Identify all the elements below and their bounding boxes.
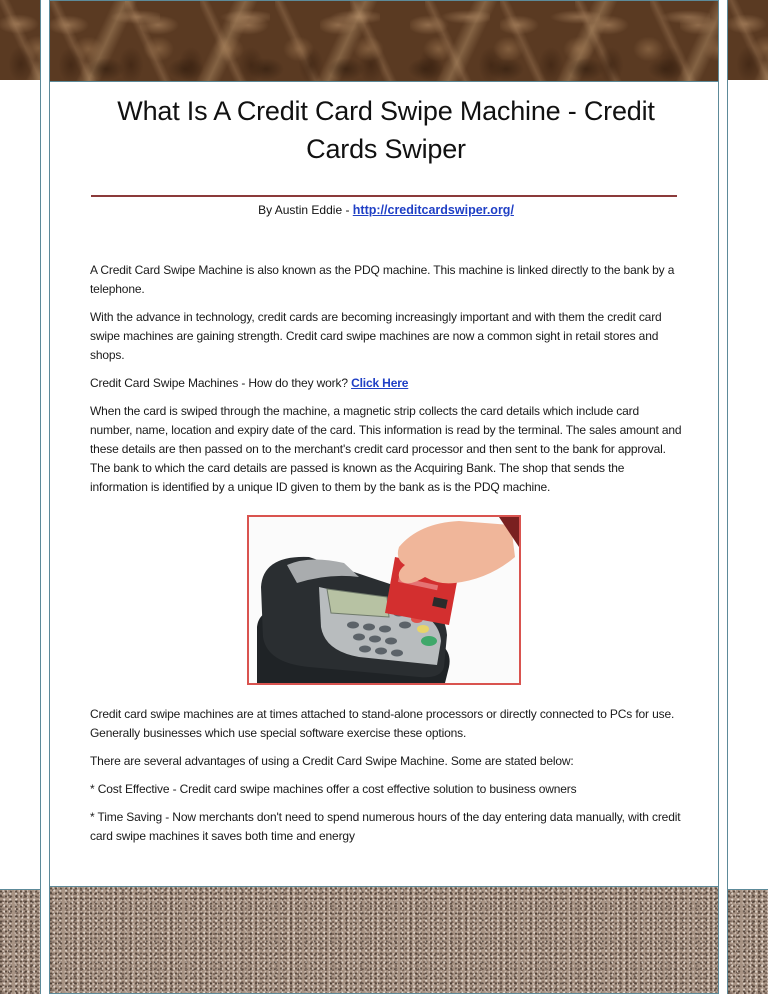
click-here-link[interactable]: Click Here <box>351 376 409 390</box>
right-granite-band <box>728 889 768 994</box>
footer-granite-band <box>50 886 718 993</box>
card-swipe-machine-illustration <box>249 517 519 683</box>
bullet-time-saving: * Time Saving - Now merchants don't need to spend numerous hours of the day entering data manually, with credit card swipe machines it saves both time and energy <box>90 810 681 843</box>
paragraph-technology: With the advance in technology, credit cards are becoming increasingly important and with them the credit card swipe machines are gaining strength. Credit card swipe machines are now a common sight in retail stores and shops. <box>90 310 662 362</box>
how-they-work-line <box>90 374 682 393</box>
paragraph-processors: Credit card swipe machines are at times attached to stand-alone processors or directly connected to PCs for use. Generally businesses which use special software exercise these options. <box>90 707 675 740</box>
left-marble-band <box>0 0 40 80</box>
paragraph-intro: A Credit Card Swipe Machine is also known as the PDQ machine. This machine is linked directly to the bank by a telephone. <box>90 263 675 296</box>
title-divider <box>91 195 677 197</box>
left-white-area <box>0 80 40 890</box>
paragraph-how-it-works: When the card is swiped through the machine, a magnetic strip collects the card details which include card number, name, location and expiry date of the card. This information is read by the terminal. The sales amount and these details are then passed on to the merchant's credit card processor and then sent to the bank for approval. The bank to which the card details are passed is known as the Acquiring Bank. The shop that sends the information is identified by a unique ID given to them by the bank as is the PDQ machine. <box>90 404 682 494</box>
document-body <box>90 92 682 846</box>
right-white-area <box>728 80 768 890</box>
header-marble-band <box>50 1 718 82</box>
card-terminal-image <box>247 515 521 685</box>
author-website-link[interactable]: http://creditcardswiper.org/ <box>352 203 514 217</box>
left-border-strip <box>0 0 41 994</box>
page-title: What Is A Credit Card Swipe Machine - Credit Cards Swiper <box>117 96 655 164</box>
left-granite-band <box>0 889 40 994</box>
right-marble-band <box>728 0 768 80</box>
right-border-strip <box>727 0 768 994</box>
how-they-work-text: Credit Card Swipe Machines - How do they work? <box>90 376 352 390</box>
byline-author: By Austin Eddie - <box>258 203 353 217</box>
paragraph-advantages: There are several advantages of using a Credit Card Swipe Machine. Some are stated below: <box>90 754 574 768</box>
byline <box>90 203 682 217</box>
bullet-cost-effective: * Cost Effective - Credit card swipe machines offer a cost effective solution to business owners <box>90 782 577 796</box>
